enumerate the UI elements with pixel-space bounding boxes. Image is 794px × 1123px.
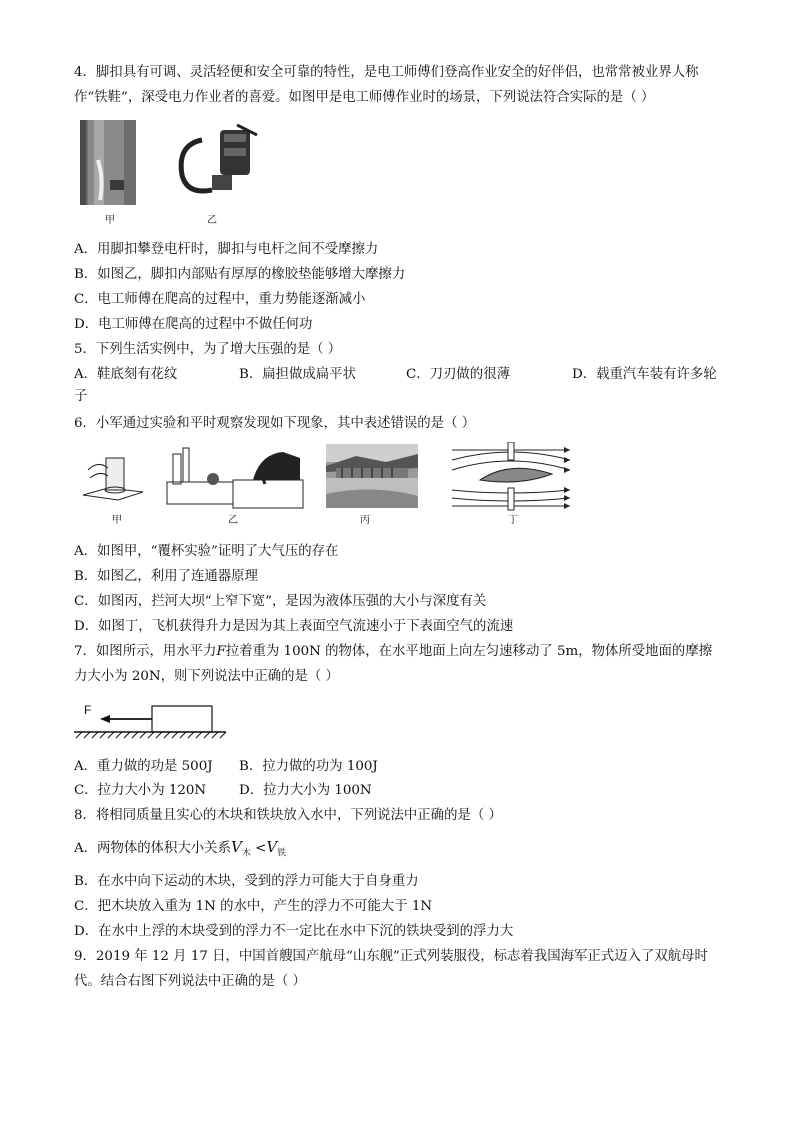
q7-force-label: F bbox=[84, 703, 92, 717]
q6-label-ding: 丁 bbox=[508, 515, 518, 526]
q7-option-d: D．拉力大小为 100N bbox=[239, 783, 372, 798]
q6-option-c: C．如图丙，拦河大坝“上窄下宽”，是因为液体压强的大小与深度有关 bbox=[74, 594, 487, 609]
q7-force-symbol: F bbox=[216, 644, 226, 659]
q7-stem-part2: 拉着重为 100N 的物体，在水平地面上向左匀速移动了 5m，物体所受地面的摩擦 bbox=[225, 644, 713, 659]
q6-option-a: A．如图甲，“覆杯实验”证明了大气压的存在 bbox=[74, 544, 339, 559]
q8-volume-symbol-iron: V bbox=[266, 838, 278, 856]
q6-fig-jia-cup bbox=[78, 450, 148, 510]
q5-stem: 5．下列生活实例中，为了增大压强的是（ ） bbox=[74, 342, 342, 357]
q6-label-bing: 丙 bbox=[360, 515, 370, 526]
q6-stem: 6．小军通过实验和平时观察发现如下现象，其中表述错误的是（ ） bbox=[74, 416, 476, 431]
q8-option-a-text: A．两物体的体积大小关系 bbox=[74, 841, 231, 856]
q8-sub-iron: 铁 bbox=[277, 848, 287, 859]
q4-option-d: D．电工师傅在爬高的过程中不做任何功 bbox=[74, 317, 313, 332]
q4-photo-yi bbox=[172, 120, 262, 200]
q6-option-d: D．如图丁，飞机获得升力是因为其上表面空气流速小于下表面空气的流速 bbox=[74, 619, 514, 634]
q7-stem-line1 bbox=[74, 643, 712, 661]
q7-option-b: B．拉力做的功为 100J bbox=[239, 759, 378, 774]
q5-option-d: D．载重汽车装有许多轮 bbox=[572, 367, 717, 382]
q7-option-c: C．拉力大小为 120N bbox=[74, 783, 207, 798]
q6-fig-yi-apparatus bbox=[165, 444, 305, 512]
q4-photo-jia bbox=[80, 120, 136, 205]
q4-label-yi: 乙 bbox=[207, 215, 217, 226]
q4-option-b: B．如图乙，脚扣内部贴有厚厚的橡胶垫能够增大摩擦力 bbox=[74, 267, 406, 282]
q4-label-jia: 甲 bbox=[105, 215, 115, 226]
q6-label-yi: 乙 bbox=[228, 515, 238, 526]
q8-option-c: C．把木块放入重为 1N 的水中，产生的浮力不可能大于 1N bbox=[74, 899, 433, 914]
q5-option-d-wrap: 子 bbox=[74, 389, 88, 404]
q5-option-b: B．扁担做成扁平状 bbox=[239, 367, 356, 382]
q7-stem-line2: 力大小为 20N，则下列说法中正确的是（ ） bbox=[74, 669, 339, 684]
q7-option-a: A．重力做的功是 500J bbox=[74, 759, 213, 774]
q6-label-jia: 甲 bbox=[112, 515, 122, 526]
q8-option-b: B．在水中向下运动的木块，受到的浮力可能大于自身重力 bbox=[74, 874, 419, 889]
q8-sub-wood: 木 bbox=[241, 848, 251, 859]
q8-less-than: < bbox=[250, 841, 267, 856]
q4-stem-line2: 作“铁鞋”，深受电力作业者的喜爱。如图甲是电工师傅作业时的场景，下列说法符合实际的是（ ） bbox=[74, 90, 655, 105]
q9-stem-line2: 代。结合右图下列说法中正确的是（ ） bbox=[74, 974, 306, 989]
q5-option-a: A．鞋底刻有花纹 bbox=[74, 367, 178, 382]
q6-photo-bing-dam bbox=[326, 444, 418, 508]
q8-option-a bbox=[74, 838, 286, 863]
q8-option-d: D．在水中上浮的木块受到的浮力不一定比在水中下沉的铁块受到的浮力大 bbox=[74, 924, 514, 939]
q5-option-c: C．刀刃做的很薄 bbox=[406, 367, 510, 382]
q7-stem-part1: 7．如图所示，用水平力 bbox=[74, 644, 217, 659]
q8-volume-symbol-wood: V bbox=[230, 838, 242, 856]
q6-fig-ding-airfoil bbox=[450, 442, 574, 514]
q4-option-c: C．电工师傅在爬高的过程中，重力势能逐渐减小 bbox=[74, 292, 366, 307]
q8-stem: 8．将相同质量且实心的木块和铁块放入水中，下列说法中正确的是（ ） bbox=[74, 808, 502, 823]
q7-block-diagram bbox=[70, 698, 230, 744]
q6-option-b: B．如图乙，利用了连通器原理 bbox=[74, 569, 258, 584]
q4-stem-line1: 4．脚扣具有可调、灵活轻便和安全可靠的特性，是电工师傅们登高作业安全的好伴侣，也常常被业界人称 bbox=[74, 65, 699, 80]
q4-option-a: A．用脚扣攀登电杆时，脚扣与电杆之间不受摩擦力 bbox=[74, 242, 379, 257]
q9-stem-line1: 9．2019 年 12 月 17 日，中国首艘国产航母“山东舰”正式列装服役，标志着我国海军正式迈入了双航母时 bbox=[74, 949, 708, 964]
